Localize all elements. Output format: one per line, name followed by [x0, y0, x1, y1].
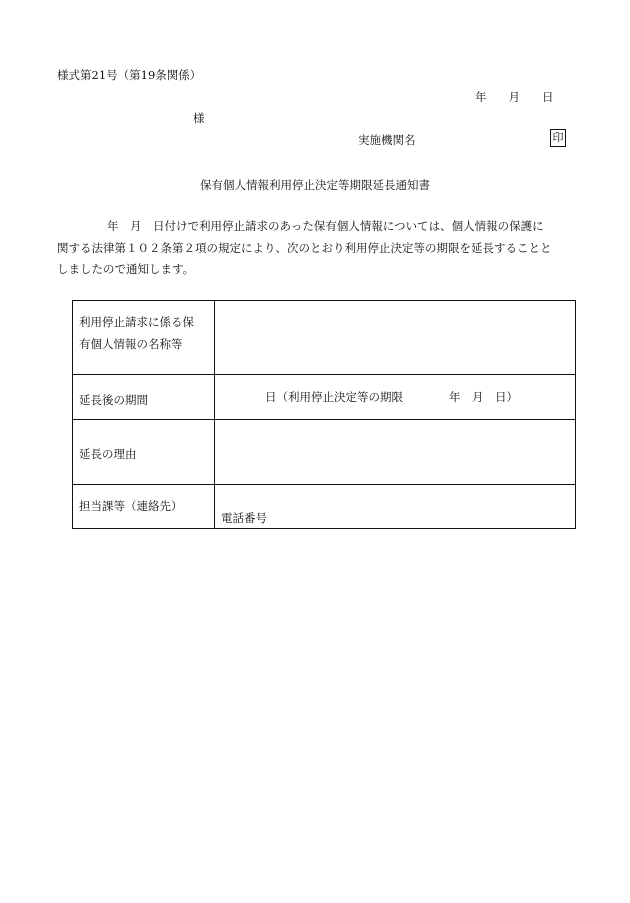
row-label-name-line2: 有個人情報の名称等: [79, 337, 183, 351]
period-text: 日（利用停止決定等の期限 年 月 日）: [265, 390, 518, 404]
row-value-reason: [215, 420, 576, 485]
body-line-3: しましたので通知します。: [57, 262, 195, 276]
row-label-name-line1: 利用停止請求に係る保: [79, 315, 194, 329]
row-value-period: [215, 375, 576, 420]
row-value-name: [215, 301, 576, 375]
date-line: [475, 89, 554, 105]
table-row: [73, 375, 576, 420]
row-label-contact: 担当課等（連絡先）: [73, 485, 215, 529]
table-row: [73, 420, 576, 485]
table-row: [73, 301, 576, 375]
date-year: 年: [475, 90, 487, 104]
addressee-suffix: 様: [193, 111, 205, 125]
body-line-1: 年 月 日付けで利用停止請求のあった保有個人情報については、個人情報の保護に: [107, 219, 544, 233]
phone-number-label: 電話番号: [221, 511, 267, 525]
date-month: 月: [508, 90, 520, 104]
row-value-contact: [215, 485, 576, 529]
body-line-2: 関する法律第１０２条第２項の規定により、次のとおり利用停止決定等の期限を延長することと: [57, 240, 552, 255]
form-number: 様式第21号（第19条関係）: [57, 68, 202, 82]
document-title: 保有個人情報利用停止決定等期限延長通知書: [200, 178, 430, 192]
body-paragraph: [57, 216, 577, 281]
info-table: [72, 300, 576, 529]
date-day: 日: [542, 90, 554, 104]
org-name-label: 実施機関名: [358, 133, 416, 147]
row-label-reason: 延長の理由: [73, 420, 215, 485]
row-label-period: 延長後の期間: [73, 375, 215, 420]
table-row: [73, 485, 576, 529]
row-label-name: [73, 301, 215, 375]
seal-box: 印: [550, 129, 566, 147]
